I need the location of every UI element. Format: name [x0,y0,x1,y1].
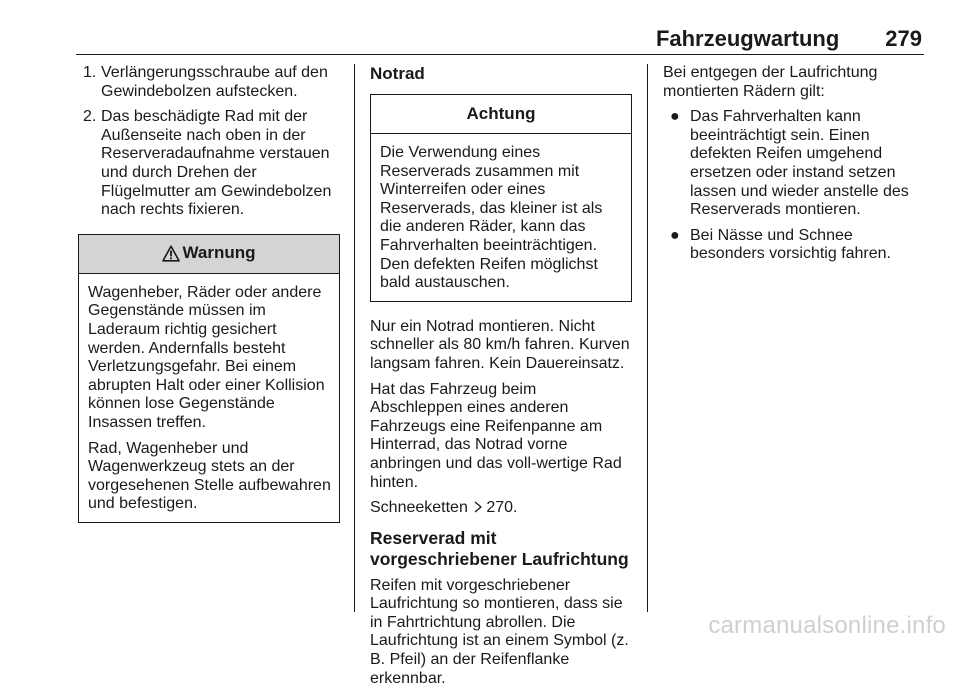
step-number: 1. [83,64,97,81]
notice-text: Die Verwendung eines Reserverads zusammen mit Winterreifen oder eines Reserverads, das kleiner ist als die anderen Räder, kann das Fahrverhalten beeinträchtigen. Den defekten Reifen möglichst bald austauschen. [380,144,603,292]
cross-reference-page: 270. [486,499,518,517]
step-text: Das beschädigte Rad mit der Außenseite nach oben in der Reserveradaufnahme verstauen und durch Drehen der Flügelmutter am Gewindebolzen nach rechts fixieren. [101,108,332,219]
cross-reference[interactable] [370,499,632,518]
bullet-text: Bei Nässe und Schnee besonders vorsichtig fahren. [690,226,891,263]
bullet-list [663,108,925,264]
column-2 [370,64,632,695]
section-heading: Notrad [370,64,425,83]
column-3 [663,64,925,271]
page-number: 279 [885,26,922,51]
subsection-heading: Reserverad mit vorgeschriebener Laufrichtung [370,527,629,569]
step-item [78,108,340,220]
body-paragraph: Reifen mit vorgeschriebener Laufrichtung so montieren, dass sie in Fahrtrichtung abrollen. Die Laufrichtung ist an einem Symbol (z. B. Pfeil) an der Reifenflanke erkennbar. [370,576,629,687]
warning-header [79,235,339,274]
step-item [78,64,340,101]
page-header [656,26,922,52]
header-rule [76,54,924,55]
column-1 [78,64,340,523]
warning-body [79,274,339,522]
column-divider-2 [647,64,648,612]
warning-title: Warnung [182,243,256,263]
step-text: Verlängerungsschraube auf den Gewindebolzen aufstecken. [101,64,328,100]
cross-reference-arrow-icon [473,501,483,513]
body-paragraph: Nur ein Notrad montieren. Nicht schneller als 80 km/h fahren. Kurven langsam fahren. Kein Dauereinsatz. [370,317,630,372]
bullet-text: Das Fahrverhalten kann beeinträchtigt sein. Einen defekten Reifen umgehend ersetzen oder instand setzen lassen und wieder anstelle des Reserverads montieren. [690,108,909,219]
notice-title: Achtung [466,103,536,123]
bullet-item [663,108,925,220]
warning-box [78,234,340,523]
bullet-item [663,227,925,264]
warning-paragraph: Rad, Wagenheber und Wagenwerkzeug stets an der vorgesehenen Stelle aufbewahren und befestigen. [88,439,331,513]
section-title: Fahrzeugwartung [655,26,840,51]
bullet-icon: ● [670,108,680,126]
body-paragraph: Hat das Fahrzeug beim Abschleppen eines anderen Fahrzeugs eine Reifenpanne am Hinterrad, das Notrad vorne anbringen und das voll-wertige Rad hinten. [370,380,622,491]
notice-box [370,94,632,302]
bullet-icon: ● [670,226,680,244]
warning-triangle-icon [162,245,180,262]
instruction-steps [78,64,340,220]
column-divider-1 [354,64,355,612]
step-number: 2. [83,108,97,126]
notice-body [371,134,631,301]
body-paragraph: Bei entgegen der Laufrichtung montierten Rädern gilt: [663,64,878,100]
cross-reference-label: Schneeketten [370,499,468,517]
watermark: carmanualsonline.info [708,612,946,639]
notice-header [371,95,631,134]
warning-paragraph: Wagenheber, Räder oder andere Gegenstände müssen im Laderaum richtig gesichert werden. Andernfalls besteht Verletzungsgefahr. Bei einem abrupten Halt oder einer Kollision können lose Gegenstände Insassen treffen. [88,283,325,431]
